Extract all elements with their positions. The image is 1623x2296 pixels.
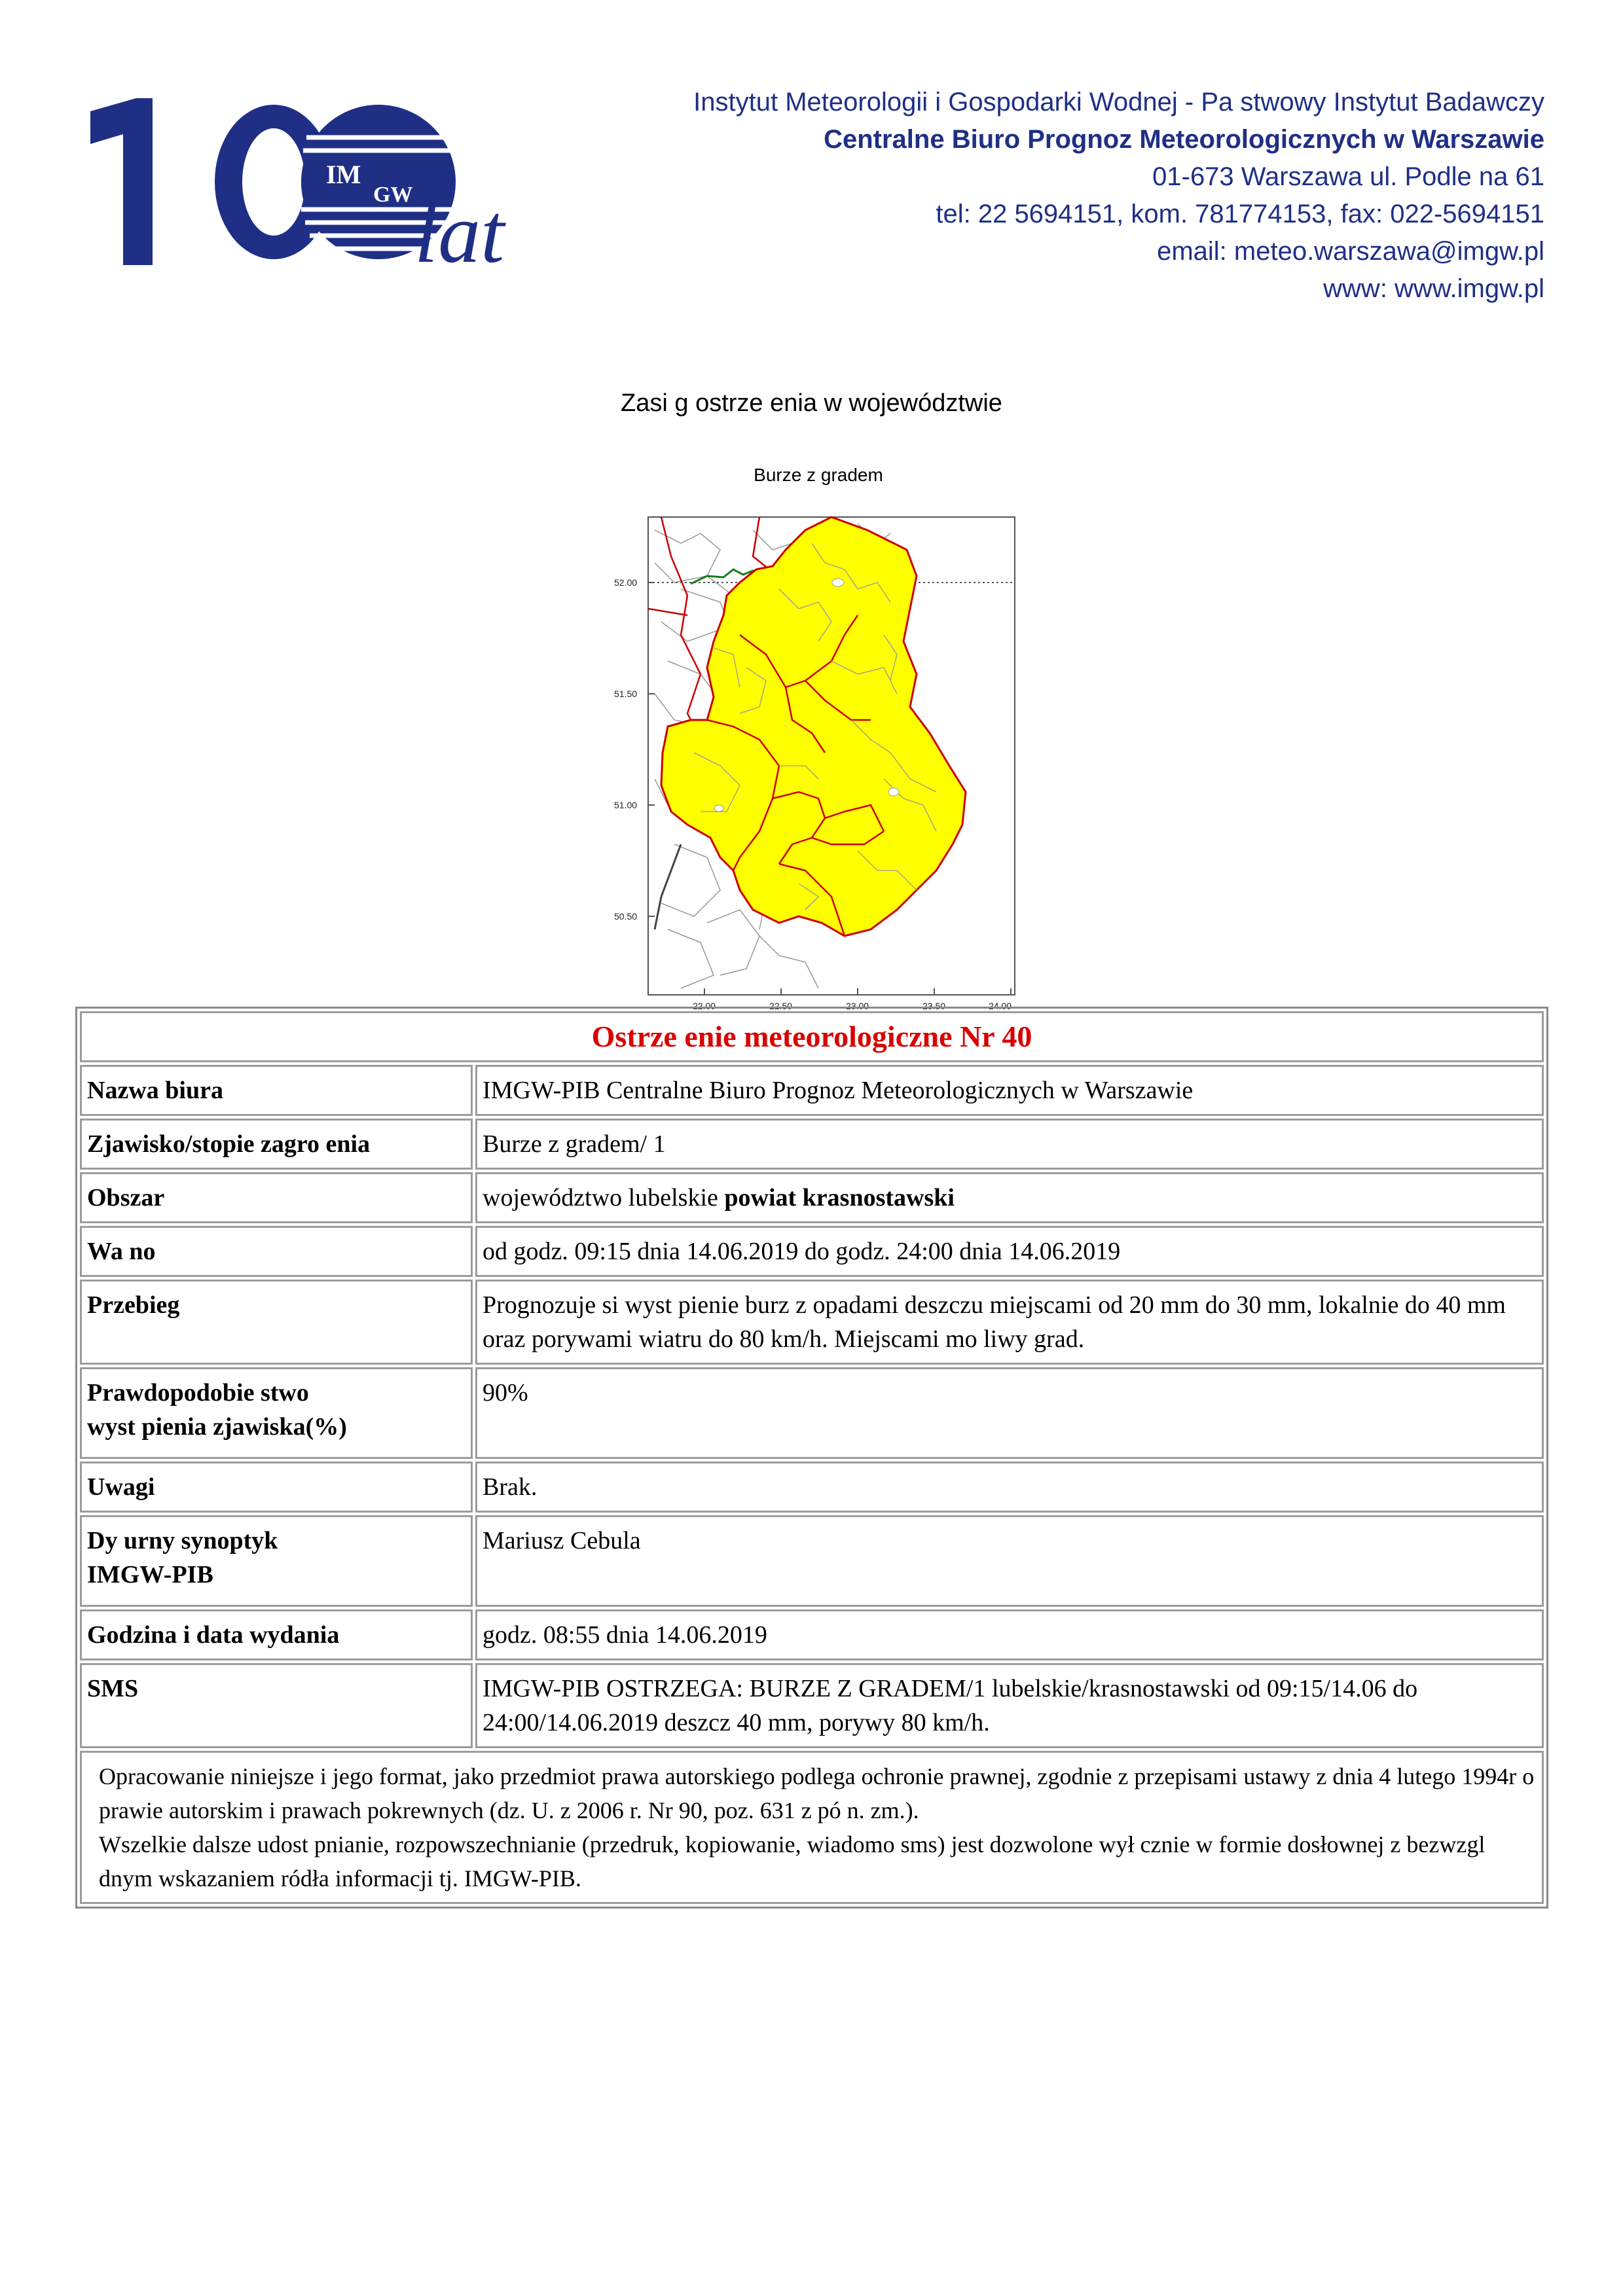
map-y-tick: 51.50 xyxy=(614,689,638,699)
copyright-paragraph-2: Wszelkie dalsze udost pnianie, rozpowszechnianie (przedruk, kopiowanie, wiadomo sms) jest dozwolone wył cznie w formie dosłownej z bezwzgl dnym wskazaniem ródła informacji tj. IMGW-PIB. xyxy=(99,1831,1486,1892)
imgw-100-lat-logo xyxy=(90,98,505,281)
map-x-tick: 23.00 xyxy=(846,1001,869,1011)
header-phone: tel: 22 5694151, kom. 781774153, fax: 022-5694151 xyxy=(936,200,1544,228)
map-x-tick: 23.50 xyxy=(922,1001,946,1011)
row-value-sms: IMGW-PIB OSTRZEGA: BURZE Z GRADEM/1 lubelskie/krasnostawski od 09:15/14.06 do 24:00/14.06.2019 deszcz 40 mm, porywy 80 km/h. xyxy=(475,1663,1544,1748)
header-address: 01-673 Warszawa ul. Podle na 61 xyxy=(1152,162,1544,191)
map-figure xyxy=(609,504,1028,1011)
row-value-office: IMGW-PIB Centralne Biuro Prognoz Meteorologicznych w Warszawie xyxy=(475,1065,1544,1116)
row-value-issued: godz. 08:55 dnia 14.06.2019 xyxy=(475,1609,1544,1660)
forecaster-label-line1: Dy urny synoptyk xyxy=(87,1527,278,1554)
logo-badge-bottom: GW xyxy=(373,183,413,207)
warning-title: Ostrze enie meteorologiczne Nr 40 xyxy=(80,1011,1544,1062)
table-row xyxy=(80,1226,1544,1277)
warning-area-map xyxy=(609,458,1028,1011)
table-row xyxy=(80,1172,1544,1223)
table-row xyxy=(80,1065,1544,1116)
area-county: powiat krasnostawski xyxy=(724,1184,955,1211)
row-label-course: Przebieg xyxy=(80,1280,473,1365)
header-bureau-name: Centralne Biuro Prognoz Meteorologicznych w Warszawie xyxy=(824,125,1544,154)
row-label-validity: Wa no xyxy=(80,1226,473,1277)
map-y-tick: 52.00 xyxy=(614,577,638,588)
copyright-paragraph-1: Opracowanie niniejsze i jego format, jako przedmiot prawa autorskiego podlega ochronie prawnej, zgodnie z przepisami ustawy z dnia 4 lutego 1994r o prawie autorskim i prawach pokrewnych (dz. U. z 2006 r. Nr 90, poz. 631 z pó n. zm.). xyxy=(99,1763,1535,1823)
probability-label-line1: Prawdopodobie stwo xyxy=(87,1379,309,1407)
row-label-area: Obszar xyxy=(80,1172,473,1223)
map-y-tick: 50.50 xyxy=(614,911,638,922)
forecaster-label-line2: IMGW-PIB xyxy=(87,1561,213,1588)
institute-header xyxy=(562,84,1544,308)
warning-table xyxy=(75,1007,1548,1909)
table-row xyxy=(80,1462,1544,1513)
row-value-probability: 90% xyxy=(475,1367,1544,1459)
map-x-tick: 24.00 xyxy=(989,1001,1012,1011)
table-row xyxy=(80,1515,1544,1607)
row-label-issued: Godzina i data wydania xyxy=(80,1609,473,1660)
row-value-validity: od godz. 09:15 dnia 14.06.2019 do godz. 24:00 dnia 14.06.2019 xyxy=(475,1226,1544,1277)
table-row xyxy=(80,1280,1544,1365)
row-value-forecaster: Mariusz Cebula xyxy=(475,1515,1544,1607)
logo-script: lat xyxy=(414,187,505,281)
map-x-tick: 22.50 xyxy=(769,1001,793,1011)
header-email: email: meteo.warszawa@imgw.pl xyxy=(1157,237,1544,266)
table-row xyxy=(80,1663,1544,1748)
row-value-area xyxy=(475,1172,1544,1223)
logo-badge-top: IM xyxy=(326,160,361,189)
table-row xyxy=(80,1119,1544,1170)
row-value-course: Prognozuje si wyst pienie burz z opadami deszczu miejscami od 20 mm do 30 mm, lokalnie do 40 mm oraz porywami wiatru do 80 km/h. Miejscami mo liwy grad. xyxy=(475,1280,1544,1365)
area-voivodeship: województwo lubelskie xyxy=(483,1184,725,1211)
row-value-phenomenon: Burze z gradem/ 1 xyxy=(475,1119,1544,1170)
row-label-phenomenon: Zjawisko/stopie zagro enia xyxy=(80,1119,473,1170)
row-label-forecaster xyxy=(80,1515,473,1607)
table-row xyxy=(80,1367,1544,1459)
row-label-sms: SMS xyxy=(80,1663,473,1748)
row-label-office: Nazwa biura xyxy=(80,1065,473,1116)
row-label-remarks: Uwagi xyxy=(80,1462,473,1513)
map-x-tick: 22.00 xyxy=(693,1001,716,1011)
header-institute-name: Instytut Meteorologii i Gospodarki Wodnej - Pa stwowy Instytut Badawczy xyxy=(693,88,1544,117)
header-website: www: www.imgw.pl xyxy=(1323,274,1544,303)
map-title: Burze z gradem xyxy=(754,465,883,485)
map-y-tick: 51.00 xyxy=(614,800,638,810)
probability-label-line2: wyst pienia zjawiska(%) xyxy=(87,1413,347,1441)
row-value-remarks: Brak. xyxy=(475,1462,1544,1513)
table-row xyxy=(80,1609,1544,1660)
map-caption: Zasi g ostrze enia w województwie xyxy=(621,389,1002,417)
row-label-probability xyxy=(80,1367,473,1459)
copyright-note xyxy=(80,1751,1544,1904)
